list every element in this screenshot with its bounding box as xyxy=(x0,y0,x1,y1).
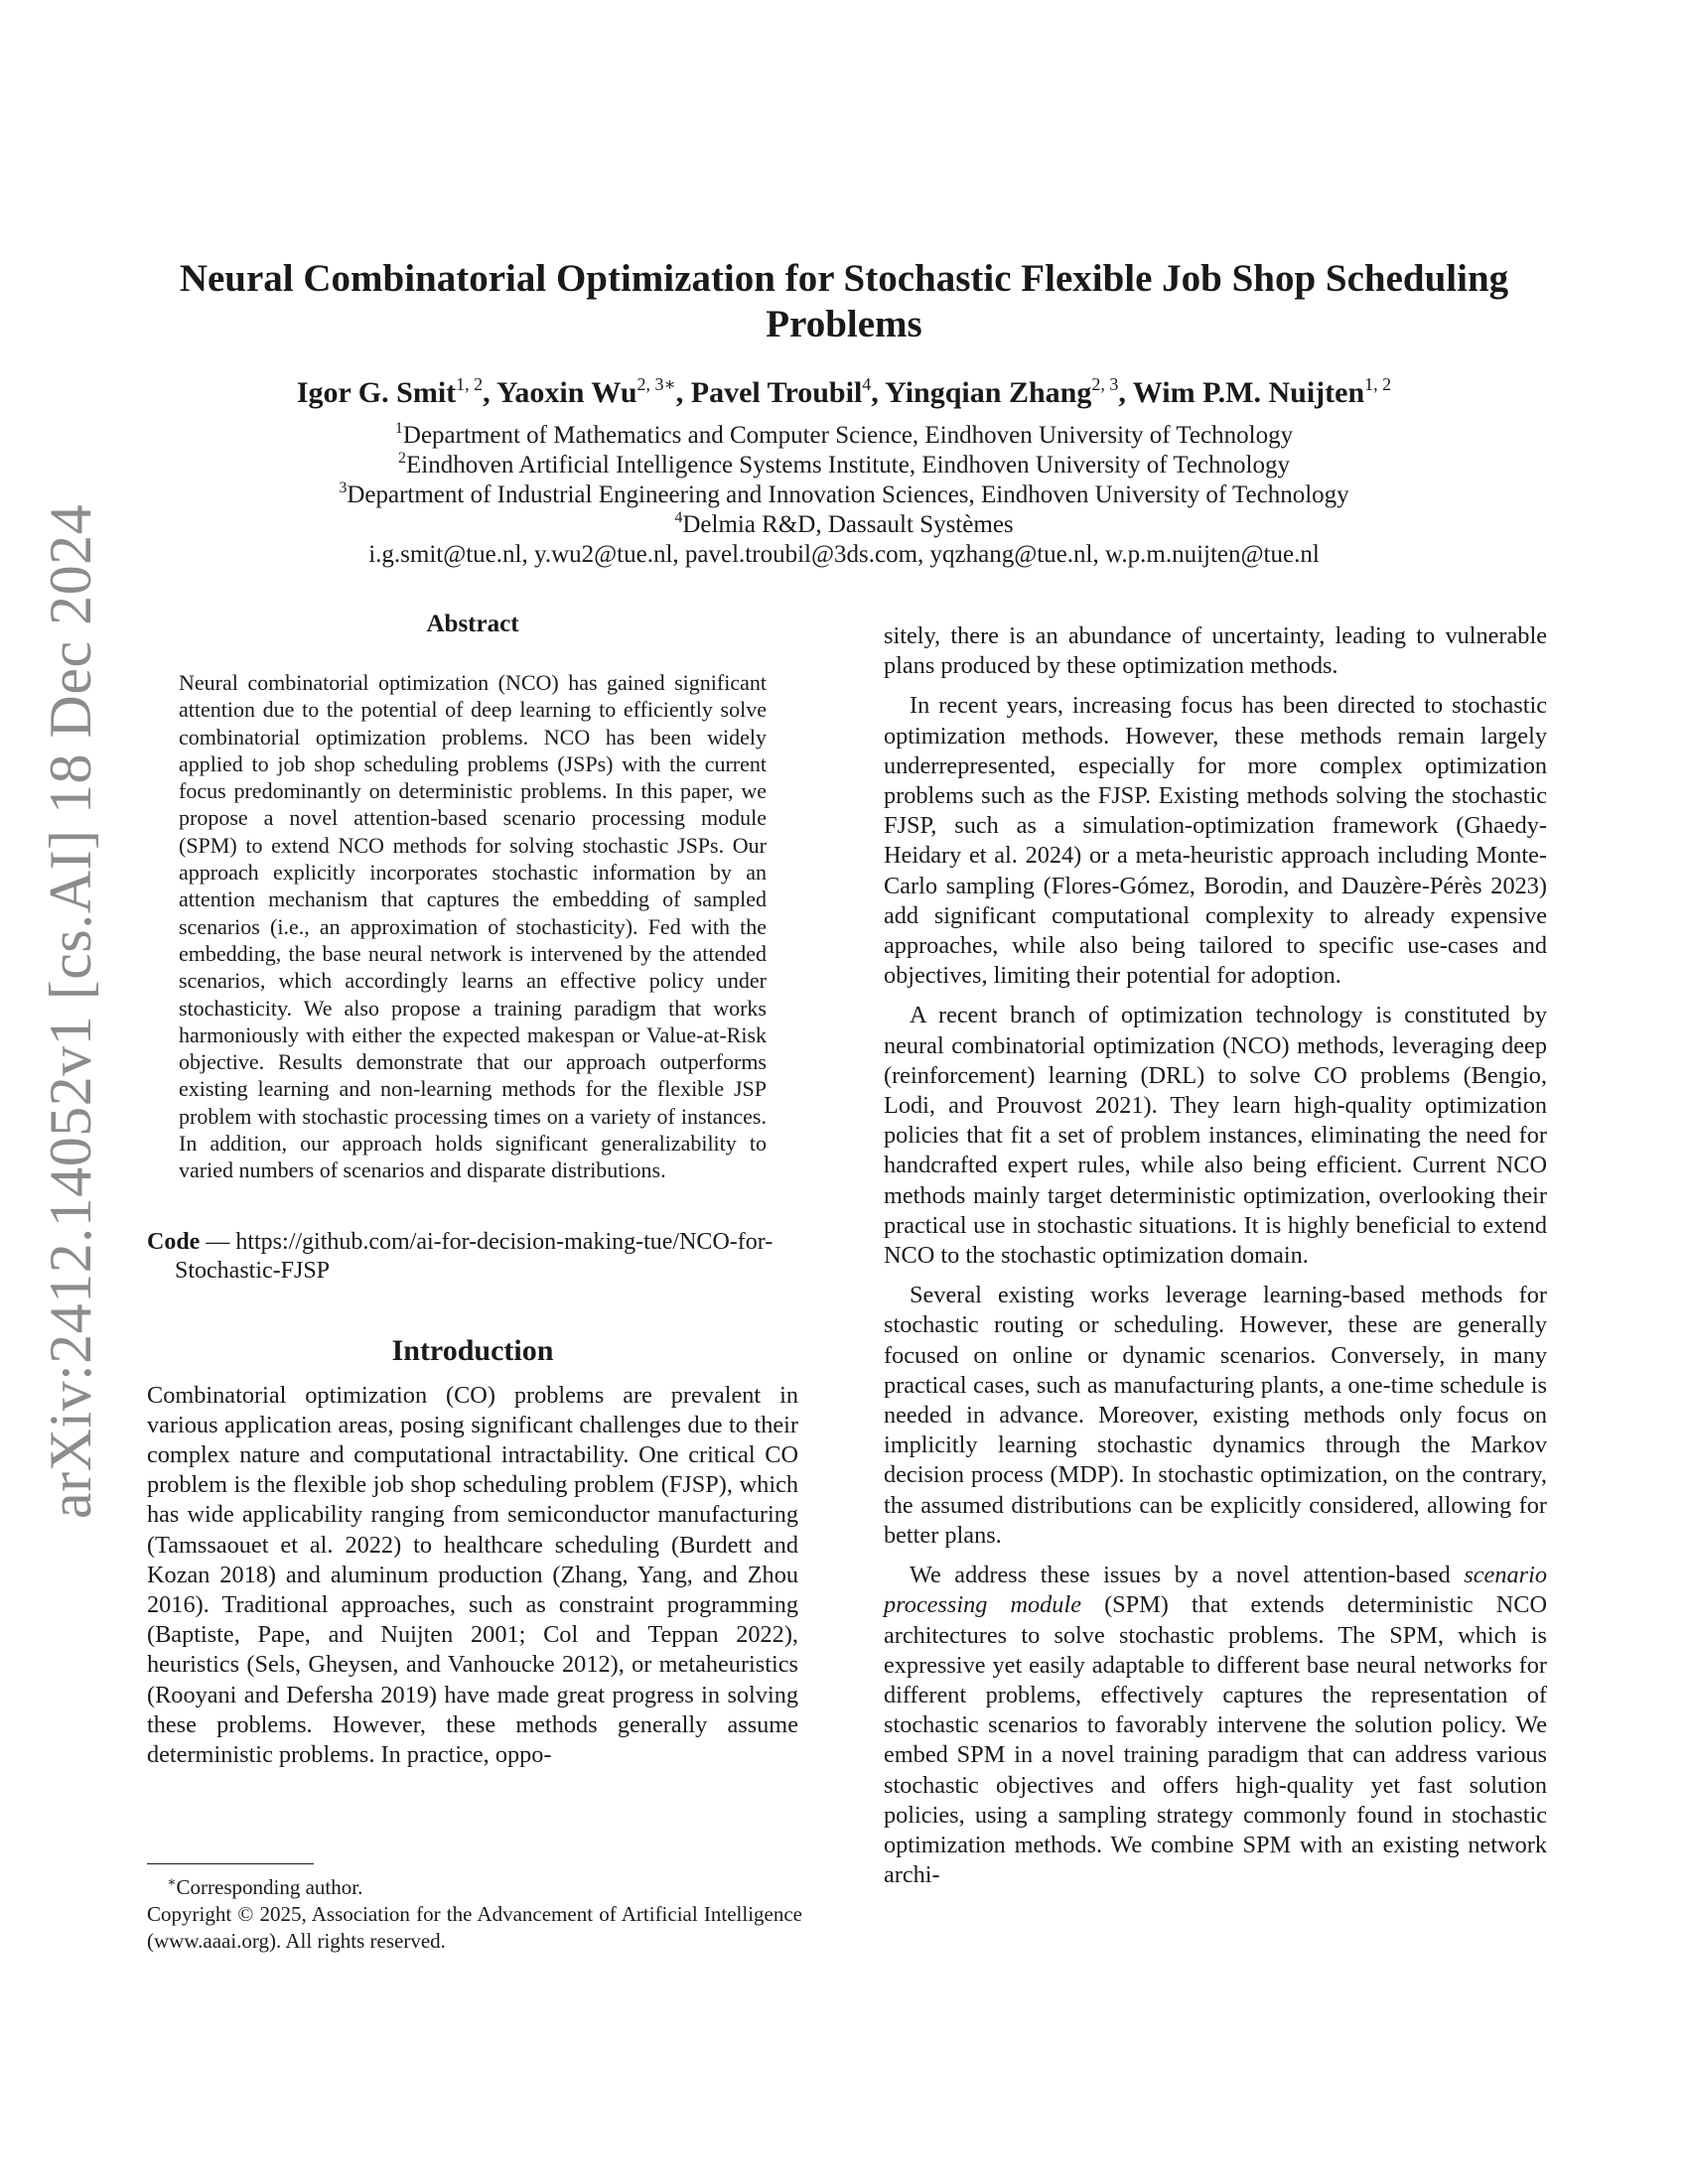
left-column xyxy=(147,610,798,1770)
author: Yaoxin $Wu^{2, 3∗}$, xyxy=(496,374,691,409)
introduction-paragraph: Combinatorial optimization (CO) problems are prevalent in various application areas, posing significant challenges due to their complex nature and computational intractability. One critical CO problem is the flexible job shop scheduling problem (FJSP), which has wide applicability ranging from semiconductor manufacturing (Tamssaouet et al. 2022) to healthcare scheduling (Burdett and Kozan 2018) and aluminum production (Zhang, Yang, and Zhou 2016). Traditional approaches, such as constraint programming (Baptiste, Pape, and Nuijten 2001; Col and Teppan 2022), heuristics (Sels, Gheysen, and Vanhoucke 2012), or metaheuristics (Rooyani and Defersha 2019) have made great progress in solving these problems. However, these methods generally assume deterministic problems. In practice, oppo- xyxy=(147,1381,798,1769)
code-link[interactable]: https://github.com/ai-for-decision-making-tue/NCO-for-Stochastic-FJSP xyxy=(175,1228,774,1284)
author: Wim P.M. Nuijten$^{1, 2}$ xyxy=(1132,374,1392,409)
author: Igor G. Smit$^{1, 2}$, xyxy=(296,374,497,409)
affiliation: $^2$Eindhoven Artificial Intelligence Systems Institute, Eindhoven University of Technology xyxy=(398,450,1290,478)
body-paragraph: A recent branch of optimization technology is constituted by neural combinatorial optimization (NCO) methods, leveraging deep (reinforcement) learning (DRL) to solve CO problems (Bengio, Lodi, and Prouvost 2021). They learn high-quality optimization policies that fit a set of problem instances, eliminating the need for handcrafted expert rules, while also being efficient. Current NCO methods mainly target deterministic optimization, overlooking their practical use in stochastic situations. It is highly beneficial to extend NCO to the stochastic optimization domain. xyxy=(884,1002,1547,1270)
paper-title: Neural Combinatorial Optimization for Stochastic Flexible Job Shop Scheduling Problems xyxy=(179,257,1509,345)
affiliation: $^3$Department of Industrial Engineering and Innovation Sciences, Eindhoven University of Technology xyxy=(339,479,1349,508)
author-emails[interactable]: i.g.smit@tue.nl, y.wu2@tue.nl, pavel.troubil@3ds.com, yqzhang@tue.nl, w.p.m.nuijten@tue.nl xyxy=(368,541,1320,568)
introduction-heading: Introduction xyxy=(391,1333,554,1367)
emphasized-term: scenario processing module xyxy=(884,1562,1547,1619)
body-paragraph: sitely, there is an abundance of uncertainty, leading to vulnerable plans produced by these optimization methods. xyxy=(884,622,1547,680)
copyright-notice: Copyright © 2025, Association for the Advancement of Artificial Intelligence (www.aaai.org). All rights reserved. xyxy=(147,1902,802,1953)
abstract-heading: Abstract xyxy=(426,611,519,637)
body-paragraph: Several existing works leverage learning-based methods for stochastic routing or scheduling. However, these are generally focused on online or dynamic scenarios. Conversely, in many practical cases, such as manufacturing plants, a one-time schedule is needed in advance. Moreover, existing methods only focus on implicitly learning stochastic dynamics through the Markov decision process (MDP). In stochastic optimization, on the contrary, the assumed distributions can be explicitly considered, allowing for better plans. xyxy=(884,1282,1547,1549)
affiliations xyxy=(139,421,1549,570)
author: Yingqian Zhang$^{2, 3}$, xyxy=(885,374,1133,409)
body-paragraph: We address these issues by a novel attention-based scenario processing module (SPM) that extends deterministic NCO architectures to solve stochastic problems. The SPM, which is expressive yet easily adaptable to different base neural networks for different problems, effectively captures the representation of stochastic scenarios to favorably intervene the solution policy. We embed SPM in a novel training paradigm that can address various stochastic objectives and offers high-quality yet fast solution policies, using a sampling strategy commonly found in stochastic optimization methods. We combine SPM with an existing network archi- xyxy=(884,1562,1547,1889)
author: Pavel Troubil$^4$, xyxy=(690,374,886,409)
code-label: Code xyxy=(147,1228,201,1255)
footnotes xyxy=(147,1874,802,1955)
right-column xyxy=(884,621,1547,1900)
body-paragraph: In recent years, increasing focus has been directed to stochastic optimization methods. However, these methods remain largely underrepresented, especially for more complex optimization problems such as the FJSP. Existing methods solving the stochastic FJSP, such as a simulation-optimization framework (Ghaedy-Heidary et al. 2024) or a meta-heuristic approach including Monte-Carlo sampling (Flores-Gómez, Borodin, and Dauzère-Pérès 2023) add significant computational complexity to already expensive approaches, while also being tailored to specific use-cases and objectives, limiting their potential for adoption. xyxy=(884,692,1547,990)
corresponding-author-note: ∗Corresponding author. xyxy=(167,1875,363,1899)
code-line: Code — https://github.com/ai-for-decision-making-tue/NCO-for-Stochastic-FJSP xyxy=(147,1228,774,1284)
abstract-text: Neural combinatorial optimization (NCO) has gained significant attention due to the potential of deep learning to efficiently solve combinatorial optimization problems. NCO has been widely applied to job shop scheduling problems (JSPs) with the current focus predominantly on deterministic problems. In this paper, we propose a novel attention-based scenario processing module (SPM) to extend NCO methods for solving stochastic JSPs. Our approach explicitly incorporates stochastic information by an attention mechanism that captures the embedding of sampled scenarios (i.e., an approximation of stochasticity). Fed with the embedding, the base neural network is intervened by the attended scenarios, which accordingly learns an effective policy under stochasticity. We also propose a training paradigm that works harmoniously with either the expected makespan or Value-at-Risk objective. Results demonstrate that our approach outperforms existing learning and non-learning methods for the flexible JSP problem with stochastic processing times on a variety of instances. In addition, our approach holds significant generalizability to varied numbers of scenarios and disparate distributions. xyxy=(179,670,767,1183)
arxiv-identifier-stamp: arXiv:2412.14052v1 [cs.AI] 18 Dec 2024 xyxy=(38,503,103,1519)
footnote-rule xyxy=(147,1863,314,1864)
author-list xyxy=(139,375,1549,411)
affiliation: $^4$Delmia R&D, Dassault Systèmes xyxy=(674,509,1014,538)
affiliation: $^1$Department of Mathematics and Computer Science, Eindhoven University of Technology xyxy=(394,420,1294,449)
